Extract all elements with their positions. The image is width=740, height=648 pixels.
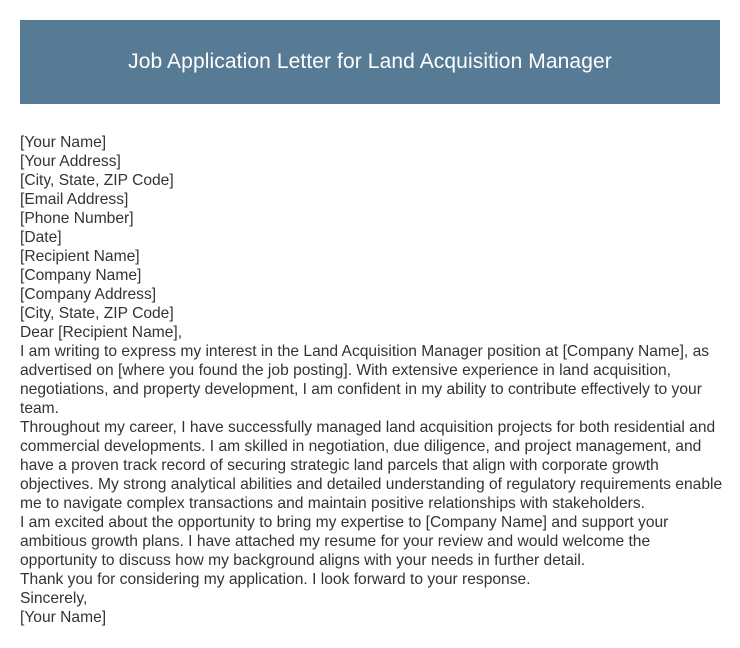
- paragraph-thanks: Thank you for considering my application. I look forward to your response.: [20, 571, 531, 588]
- closing: Sincerely,: [20, 590, 88, 607]
- sender-city: [City, State, ZIP Code]: [20, 172, 174, 189]
- recipient-name: [Recipient Name]: [20, 248, 140, 265]
- letter-body: [20, 133, 726, 627]
- company-address: [Company Address]: [20, 286, 157, 303]
- letter-date: [Date]: [20, 229, 62, 246]
- company-city: [City, State, ZIP Code]: [20, 305, 174, 322]
- title-banner: [20, 20, 720, 104]
- sender-address: [Your Address]: [20, 153, 121, 170]
- sender-email: [Email Address]: [20, 191, 129, 208]
- company-name: [Company Name]: [20, 267, 142, 284]
- paragraph-experience: Throughout my career, I have successfully managed land acquisition projects for both residential and commercial developments. I am skilled in negotiation, due diligence, and project management, and have a proven track record of securing strategic land parcels that align with corporate growth objectives. My strong analytical abilities and detailed understanding of regulatory requirements enable me to navigate complex transactions and maintain positive relationships with stakeholders.: [20, 419, 723, 512]
- sender-name: [Your Name]: [20, 134, 107, 151]
- page-title: Job Application Letter for Land Acquisition Manager: [128, 50, 612, 73]
- salutation: Dear [Recipient Name],: [20, 324, 183, 341]
- paragraph-motivation: I am excited about the opportunity to bring my expertise to [Company Name] and support your ambitious growth plans. I have attached my resume for your review and would welcome the opportunity to discuss how my background aligns with your needs in further detail.: [20, 514, 669, 569]
- sender-phone: [Phone Number]: [20, 210, 134, 227]
- signature: [Your Name]: [20, 609, 107, 626]
- paragraph-intro: I am writing to express my interest in the Land Acquisition Manager position at [Company Name], as advertised on [where you found the job posting]. With extensive experience in land acquisition, negotiations, and property development, I am confident in my ability to contribute effectively to your team.: [20, 343, 710, 417]
